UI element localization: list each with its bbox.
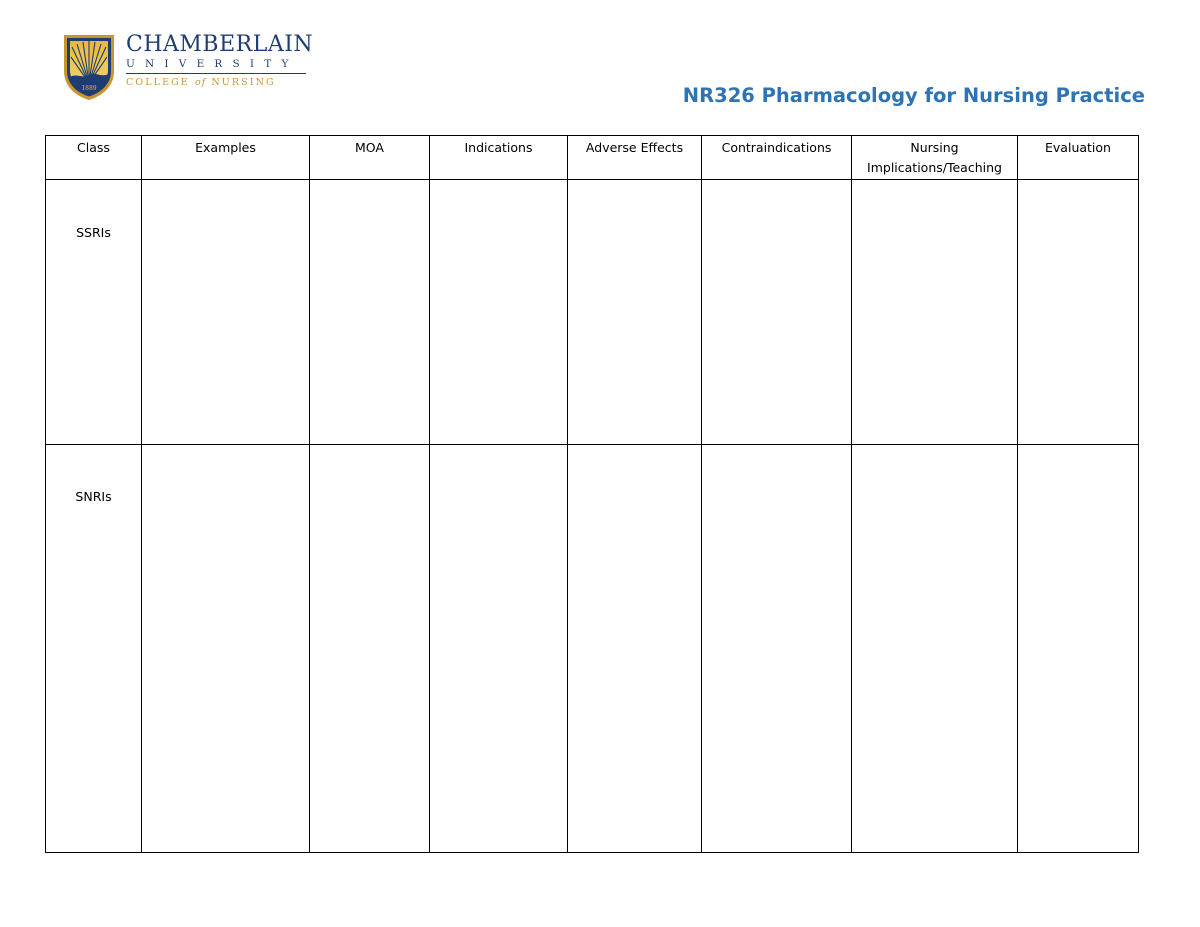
logo-year: 1889 [81,85,97,92]
cell-indications[interactable] [430,445,568,853]
cell-evaluation[interactable] [1018,445,1139,853]
header-evaluation: Evaluation [1018,136,1139,180]
class-label: SNRIs [75,489,112,504]
cell-class [46,180,142,445]
header-moa: MOA [310,136,430,180]
cell-contraindications[interactable] [702,445,852,853]
shield-emblem-icon [62,33,116,101]
chamberlain-logo [62,33,312,103]
logo-university: UNIVERSITY [126,58,299,70]
header-contraindications: Contraindications [702,136,852,180]
logo-divider [126,73,306,74]
header-examples: Examples [142,136,310,180]
header-class: Class [46,136,142,180]
cell-evaluation[interactable] [1018,180,1139,445]
cell-adverse-effects[interactable] [568,180,702,445]
table-header-row [46,136,1139,180]
table-row [46,180,1139,445]
header-indications: Indications [430,136,568,180]
header-adverse-effects: Adverse Effects [568,136,702,180]
page-title: NR326 Pharmacology for Nursing Practice [682,84,1145,107]
logo-wordmark [126,33,312,89]
class-label: SSRIs [76,225,111,240]
cell-nursing-implications[interactable] [852,180,1018,445]
cell-indications[interactable] [430,180,568,445]
cell-examples[interactable] [142,445,310,853]
cell-moa[interactable] [310,180,430,445]
logo-name: CHAMBERLAIN [126,32,314,57]
cell-class [46,445,142,853]
cell-nursing-implications[interactable] [852,445,1018,853]
cell-adverse-effects[interactable] [568,445,702,853]
cell-examples[interactable] [142,180,310,445]
cell-moa[interactable] [310,445,430,853]
cell-contraindications[interactable] [702,180,852,445]
drug-class-table [45,135,1139,853]
logo-college: COLLEGE of NURSING [126,77,276,88]
header-nursing-implications: Nursing Implications/Teaching [852,136,1018,180]
table-row [46,445,1139,853]
